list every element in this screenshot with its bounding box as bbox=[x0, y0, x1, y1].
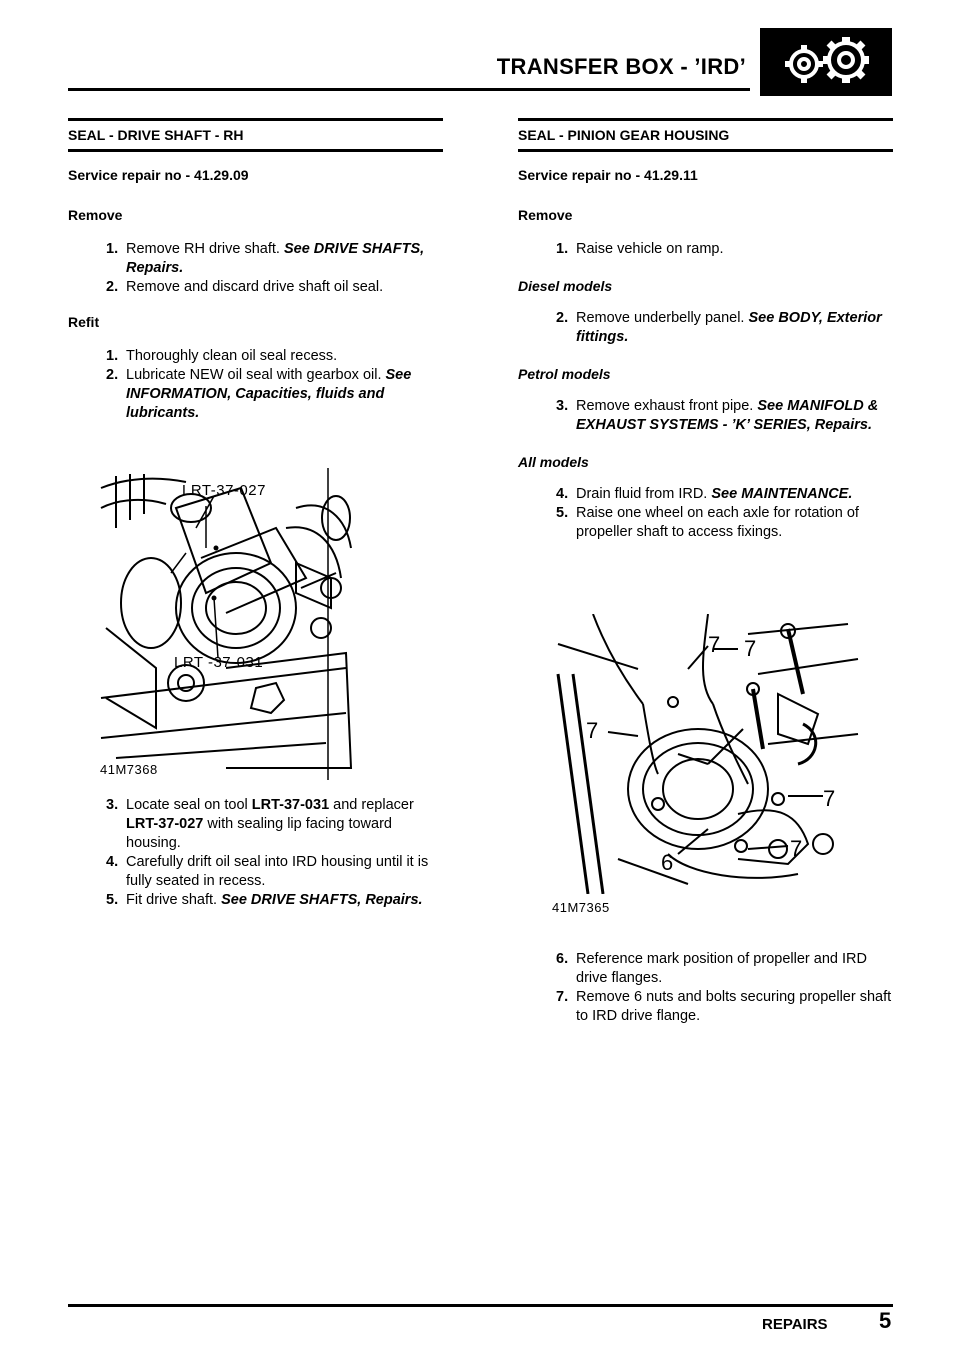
service-repair-number: Service repair no - 41.29.11 bbox=[518, 167, 698, 183]
page-number: 5 bbox=[879, 1308, 892, 1333]
tool-label-replacer: LRT-37-027 bbox=[182, 482, 266, 499]
cross-reference-link[interactable]: See DRIVE SHAFTS, Repairs. bbox=[221, 892, 423, 908]
footer-rule bbox=[68, 1304, 893, 1307]
list-item: 5. Raise one wheel on each axle for rotation of propeller shaft to access fixings. bbox=[556, 505, 859, 540]
section-title-pinion-seal: SEAL - PINION GEAR HOUSING bbox=[518, 118, 893, 152]
tool-label-seal: LRT -37-031 bbox=[174, 654, 264, 671]
cross-reference-link[interactable]: See MANIFOLD & EXHAUST SYSTEMS - ’K’ SERIES, Repairs. bbox=[576, 398, 879, 433]
list-item: 7. Remove 6 nuts and bolts securing propeller shaft to IRD drive flange. bbox=[556, 989, 892, 1024]
header-rule bbox=[68, 88, 750, 91]
list-item: 4. Carefully drift oil seal into IRD housing until it is fully seated in recess. bbox=[106, 854, 429, 889]
figure-code: 41M7368 bbox=[100, 762, 158, 777]
remove-heading: Remove bbox=[518, 207, 573, 223]
list-item: 2. Lubricate NEW oil seal with gearbox oil. See INFORMATION, Capacities, fluids and lubricants. bbox=[106, 367, 412, 421]
remove-heading: Remove bbox=[68, 207, 123, 223]
diesel-models-heading: Diesel models bbox=[518, 278, 613, 294]
petrol-models-heading: Petrol models bbox=[518, 366, 611, 382]
list-item: 6. Reference mark position of propeller and IRD drive flanges. bbox=[556, 951, 867, 986]
figure-drive-shaft-seal-tool bbox=[96, 468, 356, 780]
refit-heading: Refit bbox=[68, 314, 100, 330]
list-item: 3. Locate seal on tool LRT-37-031 and replacer LRT-37-027 with sealing lip facing toward housing. bbox=[106, 797, 414, 851]
list-item: 4. Drain fluid from IRD. See MAINTENANCE. bbox=[556, 486, 853, 502]
cross-reference-link[interactable]: See BODY, Exterior fittings. bbox=[576, 310, 882, 345]
callout-6: 6 bbox=[661, 850, 674, 875]
all-models-heading: All models bbox=[518, 454, 589, 470]
callout-7: 7 bbox=[744, 636, 757, 661]
cross-reference-link[interactable]: See DRIVE SHAFTS, Repairs. bbox=[126, 241, 425, 276]
callout-7: 7 bbox=[708, 632, 721, 657]
section-title-drive-shaft-seal: SEAL - DRIVE SHAFT - RH bbox=[68, 118, 443, 152]
cross-reference-link[interactable]: See MAINTENANCE. bbox=[711, 486, 853, 502]
cross-reference-link[interactable]: See INFORMATION, Capacities, fluids and lubricants. bbox=[126, 367, 412, 421]
remove-steps bbox=[68, 240, 443, 297]
callout-7: 7 bbox=[586, 718, 599, 743]
footer-section-label: REPAIRS bbox=[762, 1316, 828, 1333]
page-title: TRANSFER BOX - ’IRD’ bbox=[496, 54, 746, 79]
right-column bbox=[518, 118, 893, 542]
callout-7: 7 bbox=[790, 836, 803, 861]
list-item: 1. Thoroughly clean oil seal recess. bbox=[106, 348, 338, 364]
list-item: 1. Remove RH drive shaft. See DRIVE SHAFTS, Repairs. bbox=[106, 241, 425, 276]
list-item: 1. Raise vehicle on ramp. bbox=[556, 241, 724, 257]
callout-7: 7 bbox=[823, 786, 836, 811]
left-post-figure-steps bbox=[68, 796, 443, 910]
figure-propeller-shaft-flange bbox=[548, 614, 860, 920]
list-item: 3. Remove exhaust front pipe. See MANIFOLD & EXHAUST SYSTEMS - ’K’ SERIES, Repairs. bbox=[556, 398, 879, 433]
right-post-figure-steps bbox=[518, 950, 893, 1026]
service-repair-number: Service repair no - 41.29.09 bbox=[68, 167, 249, 183]
list-item: 5. Fit drive shaft. See DRIVE SHAFTS, Repairs. bbox=[106, 892, 423, 908]
list-item: 2. Remove underbelly panel. See BODY, Exterior fittings. bbox=[556, 310, 882, 345]
list-item: 2. Remove and discard drive shaft oil seal. bbox=[106, 279, 384, 295]
refit-steps bbox=[68, 347, 443, 423]
figure-code: 41M7365 bbox=[552, 900, 610, 915]
gearbox-logo-icon bbox=[760, 28, 892, 96]
left-column bbox=[68, 118, 443, 423]
